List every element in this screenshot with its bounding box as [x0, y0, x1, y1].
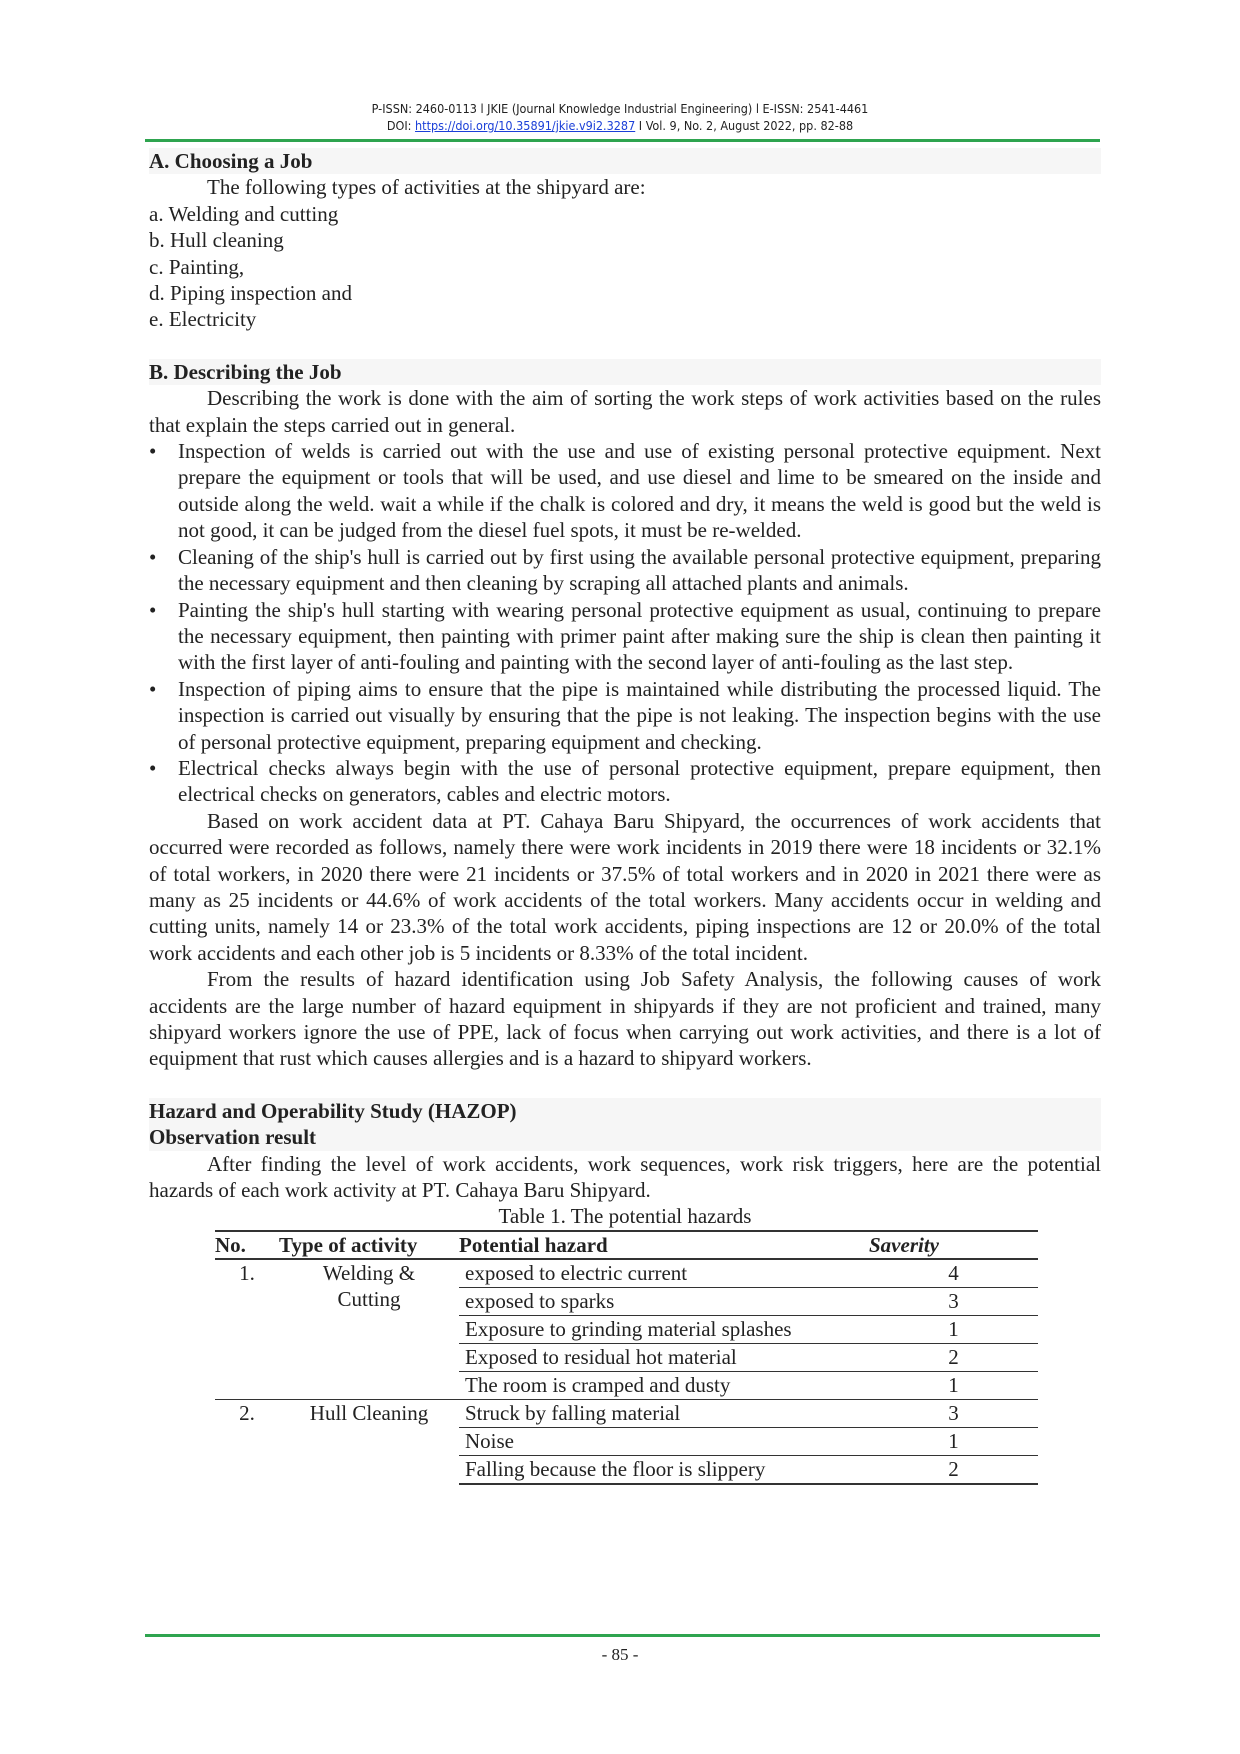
accident-data-paragraph: Based on work accident data at PT. Cahaya Baru Shipyard, the occurrences of work accidents that occurred were recorded as follows, namely there were work incidents in 2019 there were 18 incidents or 32.1% of total workers, in 2020 there were 21 incidents or 37.5% of total workers and in 2020 in 2021 there were as many as 25 incidents or 44.6% of work accidents of the total workers. Many accidents occur in welding and cutting units, namely 14 or 23.3% of the total work accidents, piping inspections are 12 or 20.0% of the total work accidents and each other job is 5 incidents or 8.33% of the total incident. — [149, 808, 1101, 965]
jsa-paragraph: From the results of hazard identification using Job Safety Analysis, the following causes of work accidents are the large number of hazard equipment in shipyards if they are not proficient and trained, many shipyard workers ignore the use of PPE, lack of focus when carrying out work activities, and there is a lot of equipment that rust which causes allergies and is a hazard to shipyard workers. — [149, 967, 1101, 1071]
hazard-cell: Struck by falling material — [459, 1399, 869, 1427]
table-row — [215, 1399, 1038, 1427]
severity-cell: 2 — [869, 1455, 1038, 1484]
list-item: c. Painting, — [149, 254, 245, 279]
activity-cell: Welding & Cutting — [322, 1260, 416, 1311]
hazard-table — [215, 1230, 1038, 1485]
activity-cell: Hull Cleaning — [279, 1399, 459, 1484]
severity-cell: 2 — [869, 1343, 1038, 1371]
table-caption: Table 1. The potential hazards — [498, 1204, 752, 1229]
header-activity: Type of activity — [279, 1231, 459, 1259]
hazop-intro: After finding the level of work accidents, work sequences, work risk triggers, here are the potential hazards of each work activity at PT. Cahaya Baru Shipyard. — [149, 1151, 1101, 1203]
hazard-cell: The room is cramped and dusty — [459, 1371, 869, 1399]
row-number: 1. — [239, 1260, 255, 1285]
footer-rule — [145, 1634, 1100, 1637]
severity-cell: 1 — [869, 1427, 1038, 1455]
bullet-item: • Electrical checks always begin with the use of personal protective equipment, prepare equipment, then electrical checks on generators, cables and electric motors. — [149, 755, 1101, 808]
severity-cell: 1 — [869, 1315, 1038, 1343]
table-row — [215, 1259, 1038, 1288]
doi-label: DOI: — [386, 118, 416, 133]
bullet-item: • Cleaning of the ship's hull is carried out by first using the available personal protective equipment, preparing the necessary equipment and then cleaning by scraping all attached plants and animals. — [149, 544, 1101, 597]
table-header-row — [215, 1231, 1038, 1259]
list-item: b. Hull cleaning — [149, 228, 284, 253]
header-severity: Saverity — [869, 1231, 1038, 1259]
section-a-intro: The following types of activities at the shipyard are: — [207, 175, 646, 200]
bullet-item: • Painting the ship's hull starting with wearing personal protective equipment as usual, continuing to prepare the necessary equipment, then painting with primer paint after making sure the ship is clean then painting it with the first layer of anti-fouling and painting with the second layer of anti-fouling as the last step. — [149, 597, 1101, 676]
observation-heading: Observation result — [149, 1124, 1101, 1150]
header-rule — [145, 139, 1100, 142]
hazard-cell: Falling because the floor is slippery — [459, 1455, 869, 1484]
page-number: - 85 - — [601, 1645, 639, 1664]
severity-cell: 3 — [869, 1399, 1038, 1427]
severity-cell: 1 — [869, 1371, 1038, 1399]
running-header — [0, 100, 1240, 134]
issn-line: P-ISSN: 2460-0113 l JKIE (Journal Knowledge Industrial Engineering) l E-ISSN: 2541-4461 — [371, 101, 869, 116]
doi-link[interactable]: https://doi.org/10.35891/jkie.v9i2.3287 — [415, 118, 636, 133]
section-b-intro: Describing the work is done with the aim of sorting the work steps of work activities based on the rules that explain the steps carried out in general. — [149, 386, 1101, 437]
bullet-item: • Inspection of piping aims to ensure that the pipe is maintained while distributing the processed liquid. The inspection is carried out visually by ensuring that the pipe is not leaking. The inspection begins with the use of personal protective equipment, preparing equipment and checking. — [149, 676, 1101, 755]
row-number: 2. — [215, 1399, 279, 1484]
list-item: d. Piping inspection and — [149, 281, 352, 306]
body-text — [149, 148, 1101, 1485]
severity-cell: 4 — [869, 1259, 1038, 1288]
header-hazard: Potential hazard — [459, 1231, 869, 1259]
list-item: e. Electricity — [149, 307, 257, 332]
header-no: No. — [215, 1231, 279, 1259]
hazard-cell: Noise — [459, 1427, 869, 1455]
severity-cell: 3 — [869, 1287, 1038, 1315]
section-b-heading: B. Describing the Job — [149, 359, 1101, 385]
hazard-cell: Exposure to grinding material splashes — [459, 1315, 869, 1343]
hazop-heading: Hazard and Operability Study (HAZOP) — [149, 1098, 1101, 1124]
hazard-cell: Exposed to residual hot material — [459, 1343, 869, 1371]
hazard-cell: exposed to sparks — [459, 1287, 869, 1315]
list-item: a. Welding and cutting — [149, 201, 339, 226]
section-a-heading: A. Choosing a Job — [149, 148, 1101, 174]
bullet-list — [149, 438, 1101, 808]
volume-info: I Vol. 9, No. 2, August 2022, pp. 82-88 — [635, 118, 854, 133]
hazard-cell: exposed to electric current — [459, 1259, 869, 1288]
bullet-item: • Inspection of welds is carried out with the use and use of existing personal protective equipment. Next prepare the equipment or tools that will be used, and use diesel and lime to be smeared on the inside and outside along the weld. wait a while if the chalk is colored and dry, it means the weld is good but the weld is not good, it can be judged from the diesel fuel spots, it must be re-welded. — [149, 438, 1101, 544]
